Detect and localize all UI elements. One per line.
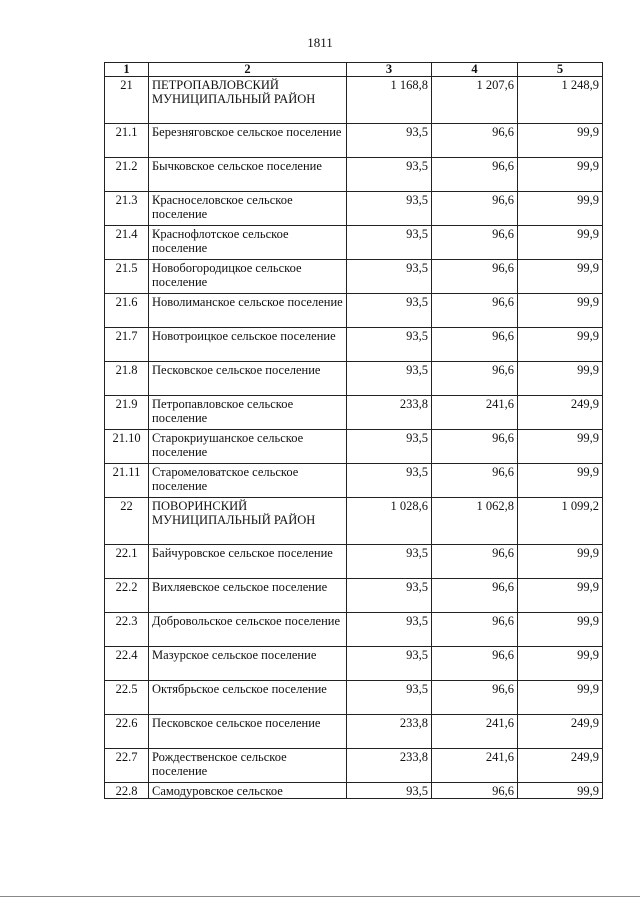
table-row xyxy=(105,715,603,749)
row-name: Песковское сельское поселение xyxy=(149,715,347,749)
row-name: Песковское сельское поселение xyxy=(149,362,347,396)
row-value-4: 96,6 xyxy=(432,613,518,647)
row-value-3: 93,5 xyxy=(347,613,432,647)
row-value-5: 249,9 xyxy=(518,396,603,430)
row-code: 21.6 xyxy=(105,294,149,328)
table-row xyxy=(105,124,603,158)
row-name: Байчуровское сельское поселение xyxy=(149,545,347,579)
row-value-5: 99,9 xyxy=(518,192,603,226)
row-value-3: 93,5 xyxy=(347,328,432,362)
row-name: Старокриушанское сельское поселение xyxy=(149,430,347,464)
row-value-5: 99,9 xyxy=(518,783,603,799)
row-value-4: 96,6 xyxy=(432,294,518,328)
row-code: 22.6 xyxy=(105,715,149,749)
district-row xyxy=(105,498,603,545)
row-name: Красноселовское сельское поселение xyxy=(149,192,347,226)
row-value-4: 96,6 xyxy=(432,545,518,579)
row-value-4: 241,6 xyxy=(432,396,518,430)
row-code: 22.4 xyxy=(105,647,149,681)
row-value-3: 1 028,6 xyxy=(347,498,432,545)
row-code: 21.1 xyxy=(105,124,149,158)
row-value-4: 96,6 xyxy=(432,647,518,681)
table-row xyxy=(105,545,603,579)
row-value-3: 93,5 xyxy=(347,579,432,613)
row-code: 21.5 xyxy=(105,260,149,294)
row-value-3: 93,5 xyxy=(347,362,432,396)
row-name: ПОВОРИНСКИЙ МУНИЦИПАЛЬНЫЙ РАЙОН xyxy=(149,498,347,545)
row-value-4: 96,6 xyxy=(432,124,518,158)
row-value-3: 233,8 xyxy=(347,749,432,783)
row-value-4: 96,6 xyxy=(432,464,518,498)
row-value-3: 93,5 xyxy=(347,260,432,294)
table-row xyxy=(105,294,603,328)
row-value-4: 96,6 xyxy=(432,226,518,260)
row-value-3: 93,5 xyxy=(347,158,432,192)
table-row xyxy=(105,260,603,294)
row-value-5: 99,9 xyxy=(518,328,603,362)
row-value-4: 96,6 xyxy=(432,681,518,715)
row-value-5: 99,9 xyxy=(518,545,603,579)
header-row xyxy=(105,63,603,77)
row-code: 22.3 xyxy=(105,613,149,647)
row-value-5: 99,9 xyxy=(518,124,603,158)
row-value-5: 99,9 xyxy=(518,464,603,498)
row-value-4: 96,6 xyxy=(432,579,518,613)
header-col-4: 4 xyxy=(432,63,518,77)
row-value-5: 99,9 xyxy=(518,613,603,647)
header-col-3: 3 xyxy=(347,63,432,77)
row-value-4: 96,6 xyxy=(432,192,518,226)
table-row xyxy=(105,613,603,647)
row-value-5: 99,9 xyxy=(518,226,603,260)
table-row xyxy=(105,681,603,715)
row-name: Новобогородицкое сельское поселение xyxy=(149,260,347,294)
row-value-3: 233,8 xyxy=(347,715,432,749)
row-value-3: 93,5 xyxy=(347,294,432,328)
row-name: Вихляевское сельское поселение xyxy=(149,579,347,613)
row-value-3: 93,5 xyxy=(347,226,432,260)
header-col-5: 5 xyxy=(518,63,603,77)
table-row xyxy=(105,647,603,681)
row-value-3: 93,5 xyxy=(347,783,432,799)
row-value-4: 96,6 xyxy=(432,430,518,464)
row-value-3: 1 168,8 xyxy=(347,77,432,124)
row-value-4: 96,6 xyxy=(432,783,518,799)
row-code: 22.8 xyxy=(105,783,149,799)
row-code: 21.2 xyxy=(105,158,149,192)
row-value-3: 93,5 xyxy=(347,430,432,464)
table-row xyxy=(105,430,603,464)
row-code: 21.11 xyxy=(105,464,149,498)
row-name: Березняговское сельское поселение xyxy=(149,124,347,158)
footer-divider xyxy=(0,896,640,897)
row-value-4: 1 207,6 xyxy=(432,77,518,124)
row-name: Самодуровское сельское xyxy=(149,783,347,799)
row-value-5: 1 248,9 xyxy=(518,77,603,124)
row-name: Рождественское сельское поселение xyxy=(149,749,347,783)
header-col-2: 2 xyxy=(149,63,347,77)
row-name: Бычковское сельское поселение xyxy=(149,158,347,192)
row-value-3: 93,5 xyxy=(347,464,432,498)
row-name: Старомеловатское сельское поселение xyxy=(149,464,347,498)
row-name: Добровольское сельское поселение xyxy=(149,613,347,647)
row-value-4: 96,6 xyxy=(432,158,518,192)
district-row xyxy=(105,77,603,124)
row-value-3: 93,5 xyxy=(347,647,432,681)
row-value-5: 1 099,2 xyxy=(518,498,603,545)
table-row xyxy=(105,579,603,613)
table-row xyxy=(105,192,603,226)
table-row xyxy=(105,749,603,783)
table-row xyxy=(105,396,603,430)
row-value-4: 241,6 xyxy=(432,715,518,749)
row-name: Новолиманское сельское поселение xyxy=(149,294,347,328)
row-name: ПЕТРОПАВЛОВСКИЙ МУНИЦИПАЛЬНЫЙ РАЙОН xyxy=(149,77,347,124)
row-value-5: 99,9 xyxy=(518,430,603,464)
table-row xyxy=(105,783,603,799)
row-name: Петропавловское сельское поселение xyxy=(149,396,347,430)
row-value-5: 99,9 xyxy=(518,294,603,328)
row-name: Новотроицкое сельское поселение xyxy=(149,328,347,362)
row-value-3: 93,5 xyxy=(347,192,432,226)
row-code: 21.4 xyxy=(105,226,149,260)
row-code: 22.7 xyxy=(105,749,149,783)
row-code: 21.7 xyxy=(105,328,149,362)
header-col-1: 1 xyxy=(105,63,149,77)
table-row xyxy=(105,362,603,396)
row-code: 22.2 xyxy=(105,579,149,613)
row-code: 21.8 xyxy=(105,362,149,396)
row-value-5: 99,9 xyxy=(518,647,603,681)
row-value-5: 99,9 xyxy=(518,579,603,613)
page-number: 1811 xyxy=(307,35,333,50)
row-value-3: 93,5 xyxy=(347,545,432,579)
table-row xyxy=(105,328,603,362)
row-value-5: 249,9 xyxy=(518,749,603,783)
row-name: Краснофлотское сельское поселение xyxy=(149,226,347,260)
table-row xyxy=(105,464,603,498)
table-body xyxy=(105,77,603,799)
row-value-5: 99,9 xyxy=(518,681,603,715)
row-value-5: 99,9 xyxy=(518,260,603,294)
row-code: 22 xyxy=(105,498,149,545)
row-code: 22.5 xyxy=(105,681,149,715)
row-name: Октябрьское сельское поселение xyxy=(149,681,347,715)
row-value-5: 99,9 xyxy=(518,362,603,396)
row-value-4: 241,6 xyxy=(432,749,518,783)
row-name: Мазурское сельское поселение xyxy=(149,647,347,681)
row-code: 21.9 xyxy=(105,396,149,430)
row-code: 21.3 xyxy=(105,192,149,226)
row-code: 21 xyxy=(105,77,149,124)
row-value-5: 249,9 xyxy=(518,715,603,749)
row-value-3: 93,5 xyxy=(347,124,432,158)
row-code: 21.10 xyxy=(105,430,149,464)
row-code: 22.1 xyxy=(105,545,149,579)
row-value-4: 96,6 xyxy=(432,362,518,396)
row-value-4: 96,6 xyxy=(432,260,518,294)
table-row xyxy=(105,158,603,192)
data-table xyxy=(104,62,603,799)
row-value-3: 233,8 xyxy=(347,396,432,430)
table-row xyxy=(105,226,603,260)
row-value-4: 1 062,8 xyxy=(432,498,518,545)
row-value-4: 96,6 xyxy=(432,328,518,362)
row-value-3: 93,5 xyxy=(347,681,432,715)
row-value-5: 99,9 xyxy=(518,158,603,192)
